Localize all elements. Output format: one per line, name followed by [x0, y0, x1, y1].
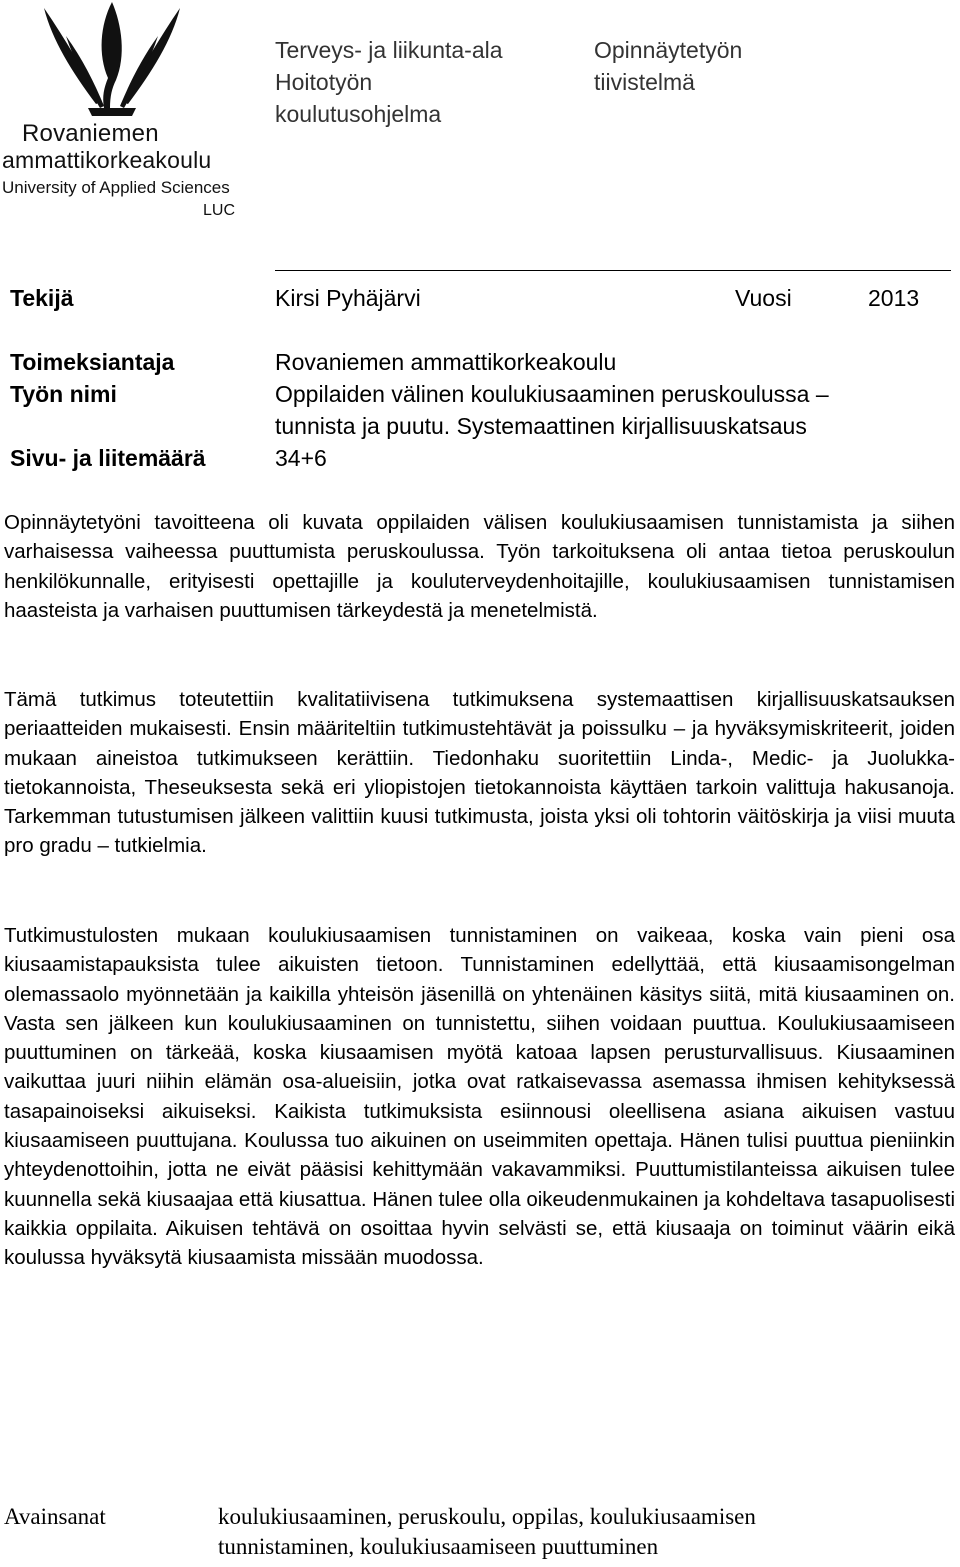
header-divider: [275, 270, 951, 271]
keywords-line: koulukiusaaminen, peruskoulu, oppilas, koulukiusaamisen: [218, 1504, 756, 1529]
pages-label: Sivu- ja liitemäärä: [10, 445, 206, 471]
logo-text-line2: ammattikorkeakoulu: [2, 147, 212, 173]
university-logo: [0, 0, 240, 225]
author-value: Kirsi Pyhäjärvi: [275, 285, 421, 311]
title-value-line2: tunnista ja puutu. Systemaattinen kirjallisuuskatsaus: [275, 413, 807, 439]
client-value: Rovaniemen ammattikorkeakoulu: [275, 349, 617, 375]
abstract-paragraph-2: Tämä tutkimus toteutettiin kvalitatiivisena tutkimuksena systemaattisen kirjallisuuskatsauksen periaatteiden mukaisesti. Ensin määriteltiin tutkimustehtävät ja poissulku – ja hyväksymiskriteerit, joiden mukaan aineistoa tutkimukseen kerättiin. Tiedonhaku suoritettiin Linda-, Medic- ja Juolukka-tietokannoista, Theseuksesta sekä eri yliopistojen tietokannoista käyttäen tarkoin valittuja hakusanoja. Tarkemman tutustumisen jälkeen valittiin kuusi tutkimusta, joista yksi oli tohtorin väitöskirja ja viisi muuta pro gradu – tutkielmia.: [4, 688, 955, 858]
keywords-value: [218, 1502, 918, 1562]
department-line: Terveys- ja liikunta-ala: [275, 37, 503, 63]
document-type-block: [594, 34, 934, 98]
abstract-paragraph-1: Opinnäytetyöni tavoitteena oli kuvata oppilaiden välisen koulukiusaamisen tunnistamista ja siihen varhaisessa vaiheessa puuttumista peruskoulussa. Työn tarkoituksena oli antaa tietoa peruskoulun henkilökunnalle, erityisesti opettajille ja kouluterveydenhoitajille, koulukiusaamisen tunnistamisen haasteista ja varhaisen puuttumisen tärkeydestä ja menetelmistä.: [4, 511, 955, 622]
logo-text-line1: Rovaniemen: [22, 120, 159, 147]
title-label: Työn nimi: [10, 381, 117, 407]
department-block: [275, 34, 575, 130]
keywords-line: tunnistaminen, koulukiusaamiseen puuttuminen: [218, 1534, 659, 1559]
year-value: 2013: [868, 285, 920, 311]
programme-line: Hoitotyön: [275, 69, 373, 95]
title-value-line1: Oppilaiden välinen koulukiusaaminen peruskoulussa –: [275, 381, 829, 407]
document-type-line: Opinnäytetyön: [594, 37, 743, 63]
abstract-paragraph-3: Tutkimustulosten mukaan koulukiusaamisen tunnistaminen on vaikeaa, koska vain pieni osa kiusaamistapauksista tulee aikuisten tietoon. Tunnistaminen edellyttää, että kiusaamisongelman olemassaolo myönnetään ja kaikilla yhteisön jäsenillä on yhtenäinen käsitys siitä, mitä kiusaaminen on. Vasta sen jälkeen kun koulukiusaaminen on tunnistettu, siihen voidaan puuttua. Koulukiusaamiseen puuttuminen on tärkeää, koska kiusaamisen myötä katoaa lapsen perusturvallisuus. Kiusaaminen vaikuttaa juuri niihin elämän osa-alueisiin, jotka ovat ratkaisevassa asemassa ihmisen kehityksessä tasapainoiseksi aikuiseksi. Kaikista tutkimuksista esiinnousi oleellisena asiana aikuisen vastuu kiusaamiseen puuttujana. Koulussa tuo aikuinen on useimmiten opettaja. Hänen tulisi puuttua pieniinkin yhteydenottoihin, jotta ne eivät pääsisi kehittymään vakavammiksi. Puuttumistilanteissa aikuisen tulee kuunnella sekä kiusaajaa että kiusattua. Hänen tulee olla oikeudenmukainen ja kohdeltava tasapuolisesti kaikkia oppilaita. Aikuisen tehtävä on osoittaa hyvin selvästi se, että kiusaaja on toiminut väärin eikä koulussa hyväksytä kiusaamista missään muodossa.: [4, 924, 955, 1270]
logo-text-line3: University of Applied Sciences: [2, 178, 230, 197]
client-label: Toimeksiantaja: [10, 349, 175, 375]
author-label: Tekijä: [10, 285, 74, 311]
year-label: Vuosi: [735, 285, 792, 311]
programme-line: koulutusohjelma: [275, 101, 442, 127]
document-type-line: tiivistelmä: [594, 69, 695, 95]
logo-text-line4: LUC: [203, 202, 236, 219]
logo-emblem-icon: [0, 0, 240, 125]
keywords-label: Avainsanat: [4, 1504, 106, 1529]
pages-value: 34+6: [275, 445, 327, 471]
